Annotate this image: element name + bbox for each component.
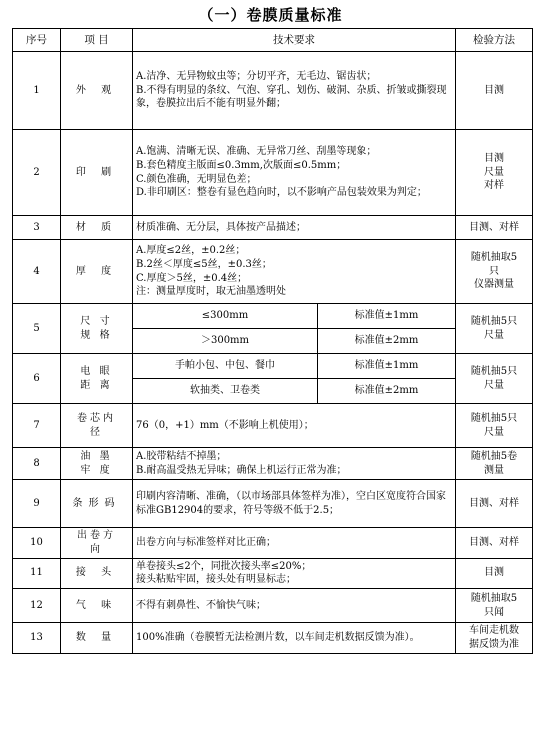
table-row bbox=[13, 623, 533, 654]
inspection-method bbox=[456, 589, 533, 623]
requirement-line: 不得有刺鼻性、不愉快气味； bbox=[136, 599, 266, 611]
technical-requirement bbox=[133, 52, 456, 130]
table-body bbox=[13, 52, 533, 654]
row-number: 7 bbox=[13, 404, 61, 448]
row-number: 9 bbox=[13, 480, 61, 528]
row-number: 12 bbox=[13, 589, 61, 623]
spec-range: ＞300mm bbox=[133, 329, 318, 354]
spec-range: 手帕小包、中包、餐巾 bbox=[133, 354, 318, 379]
header-method: 检验方法 bbox=[456, 29, 533, 52]
method-line: 尺量 bbox=[484, 379, 504, 391]
row-item bbox=[61, 528, 133, 559]
requirement-line: 单卷接头≤2个，同批次接头率≤20%； bbox=[136, 560, 312, 572]
technical-requirement bbox=[133, 404, 456, 448]
requirement-line: B.耐高温受热无异味；确保上机运行正常为准； bbox=[136, 464, 347, 476]
requirement-line: C.颜色准确，无明显色差； bbox=[136, 173, 257, 185]
method-line: 尺量 bbox=[484, 426, 504, 438]
document-title: （一）卷膜质量标准 bbox=[198, 6, 343, 24]
inspection-method bbox=[456, 558, 533, 589]
method-line: 尺量 bbox=[484, 329, 504, 341]
row-item-line: 出卷方 bbox=[77, 530, 116, 541]
method-line: 测量 bbox=[484, 464, 504, 476]
table-row bbox=[13, 354, 533, 379]
row-item: 气 味 bbox=[61, 589, 133, 623]
technical-requirement bbox=[133, 240, 456, 304]
table-row bbox=[13, 130, 533, 216]
requirement-line: A.厚度≤2丝，±0.2丝； bbox=[136, 244, 246, 256]
method-line: 目测、对样 bbox=[469, 221, 519, 233]
method-line: 目测、对样 bbox=[469, 536, 519, 548]
requirement-line: B.套色精度主版面≤0.3mm,次版面≤0.5mm； bbox=[136, 159, 347, 171]
row-number: 3 bbox=[13, 216, 61, 240]
technical-requirement bbox=[133, 480, 456, 528]
method-line: 目测、对样 bbox=[469, 497, 519, 509]
table-row bbox=[13, 589, 533, 623]
row-item-line: 电 眼 bbox=[80, 365, 113, 377]
inspection-method bbox=[456, 130, 533, 216]
method-line: 只 bbox=[489, 265, 499, 277]
method-line: 随机抽5卷 bbox=[470, 450, 518, 462]
row-number: 8 bbox=[13, 448, 61, 480]
inspection-method bbox=[456, 240, 533, 304]
row-item: 条形码 bbox=[61, 480, 133, 528]
row-number: 5 bbox=[13, 304, 61, 354]
method-line: 尺量 bbox=[484, 166, 504, 178]
row-item: 印 刷 bbox=[61, 130, 133, 216]
method-line: 随机抽5只 bbox=[470, 365, 518, 377]
row-item bbox=[61, 448, 133, 480]
table-row bbox=[13, 448, 533, 480]
row-item-line: 规 格 bbox=[80, 329, 113, 341]
row-item-line: 尺 寸 bbox=[80, 315, 113, 327]
method-line: 据反馈为准 bbox=[469, 638, 519, 650]
spec-tolerance: 标准值±1mm bbox=[318, 304, 456, 329]
row-number: 13 bbox=[13, 623, 61, 654]
method-line: 目测 bbox=[484, 567, 504, 579]
row-item-line: 卷芯内 bbox=[77, 412, 116, 424]
row-item: 材 质 bbox=[61, 216, 133, 240]
inspection-method bbox=[456, 448, 533, 480]
method-line: 随机抽取5 bbox=[470, 251, 518, 263]
inspection-method bbox=[456, 304, 533, 354]
inspection-method bbox=[456, 528, 533, 559]
row-item: 接 头 bbox=[61, 558, 133, 589]
row-number: 4 bbox=[13, 240, 61, 304]
table-header-row bbox=[13, 29, 533, 52]
technical-requirement bbox=[133, 623, 456, 654]
table-row bbox=[13, 528, 533, 559]
row-item: 数 量 bbox=[61, 623, 133, 654]
row-item-line: 向 bbox=[90, 543, 103, 555]
row-number: 2 bbox=[13, 130, 61, 216]
requirement-line: 100%准确（卷膜暂无法检测片数，以车间走机数据反馈为准）。 bbox=[136, 632, 420, 644]
row-item: 外 观 bbox=[61, 52, 133, 130]
technical-requirement bbox=[133, 589, 456, 623]
header-requirement: 技术要求 bbox=[133, 29, 456, 52]
method-line: 随机抽5只 bbox=[470, 315, 518, 327]
inspection-method bbox=[456, 354, 533, 404]
requirement-line: B.2丝＜厚度≤5丝，±0.3丝； bbox=[136, 258, 272, 270]
spec-tolerance: 标准值±2mm bbox=[318, 379, 456, 404]
row-item bbox=[61, 404, 133, 448]
row-item-line: 牢 度 bbox=[80, 464, 113, 476]
technical-requirement bbox=[133, 216, 456, 240]
inspection-method bbox=[456, 52, 533, 130]
technical-requirement bbox=[133, 528, 456, 559]
quality-standard-table bbox=[12, 28, 533, 654]
requirement-line: 出卷方向与标准签样对比正确； bbox=[136, 536, 276, 548]
method-line: 车间走机数 bbox=[469, 625, 519, 637]
inspection-method bbox=[456, 623, 533, 654]
header-item: 项 目 bbox=[61, 29, 133, 52]
row-item: 厚 度 bbox=[61, 240, 133, 304]
method-line: 只闻 bbox=[484, 606, 504, 618]
row-number: 6 bbox=[13, 354, 61, 404]
method-line: 随机抽5只 bbox=[470, 412, 518, 424]
requirement-line: 材质准确、无分层，具体按产品描述； bbox=[136, 221, 306, 233]
table-row bbox=[13, 480, 533, 528]
table-row bbox=[13, 240, 533, 304]
table-row bbox=[13, 216, 533, 240]
inspection-method bbox=[456, 404, 533, 448]
row-item-line: 油 墨 bbox=[80, 450, 113, 462]
spec-range: 软抽类、卫卷类 bbox=[133, 379, 318, 404]
spec-tolerance: 标准值±2mm bbox=[318, 329, 456, 354]
requirement-line: A.胶带粘结不掉墨； bbox=[136, 450, 227, 462]
row-item bbox=[61, 354, 133, 404]
method-line: 随机抽取5 bbox=[470, 592, 518, 604]
table-row bbox=[13, 304, 533, 329]
table-row bbox=[13, 558, 533, 589]
table-row bbox=[13, 404, 533, 448]
technical-requirement bbox=[133, 448, 456, 480]
row-item-line: 径 bbox=[90, 426, 103, 438]
inspection-method bbox=[456, 216, 533, 240]
requirement-line: A.饱满、清晰无误、准确、无异常刀丝、刮墨等现象； bbox=[136, 145, 377, 157]
row-item bbox=[61, 304, 133, 354]
header-no: 序号 bbox=[13, 29, 61, 52]
requirement-line: A.洁净、无异物蚊虫等；分切平齐，无毛边、锯齿状； bbox=[136, 70, 377, 82]
spec-range: ≤300mm bbox=[133, 304, 318, 329]
row-item-line: 距 离 bbox=[80, 379, 113, 391]
requirement-line: 印刷内容清晰、准确，（以市场部具体签样为准），空白区宽度符合国家标准GB12904的要求，符号等级不低于2.5； bbox=[136, 490, 446, 516]
method-line: 目测 bbox=[484, 84, 504, 96]
row-number: 1 bbox=[13, 52, 61, 130]
row-number: 11 bbox=[13, 558, 61, 589]
requirement-line: B.不得有明显的条纹、气泡、穿孔、划伤、破洞、杂质、折皱或撕裂现象，卷膜拉出后不能有明显外翻； bbox=[136, 84, 447, 110]
method-line: 对样 bbox=[484, 180, 504, 192]
method-line: 仪器测量 bbox=[474, 279, 514, 291]
requirement-line: 注：测量厚度时，取无油墨透明处 bbox=[136, 286, 286, 298]
method-line: 目测 bbox=[484, 152, 504, 164]
requirement-line: 76（0，+1）mm（不影响上机使用）； bbox=[136, 419, 314, 431]
requirement-line: C.厚度＞5丝，±0.4丝； bbox=[136, 272, 248, 284]
inspection-method bbox=[456, 480, 533, 528]
requirement-line: D.非印刷区：整卷有显色趋向时，以不影响产品包装效果为判定； bbox=[136, 187, 427, 199]
technical-requirement bbox=[133, 558, 456, 589]
requirement-line: 接头粘贴牢固，接头处有明显标志； bbox=[136, 574, 296, 586]
spec-tolerance: 标准值±1mm bbox=[318, 354, 456, 379]
technical-requirement bbox=[133, 130, 456, 216]
row-number: 10 bbox=[13, 528, 61, 559]
table-row bbox=[13, 52, 533, 130]
